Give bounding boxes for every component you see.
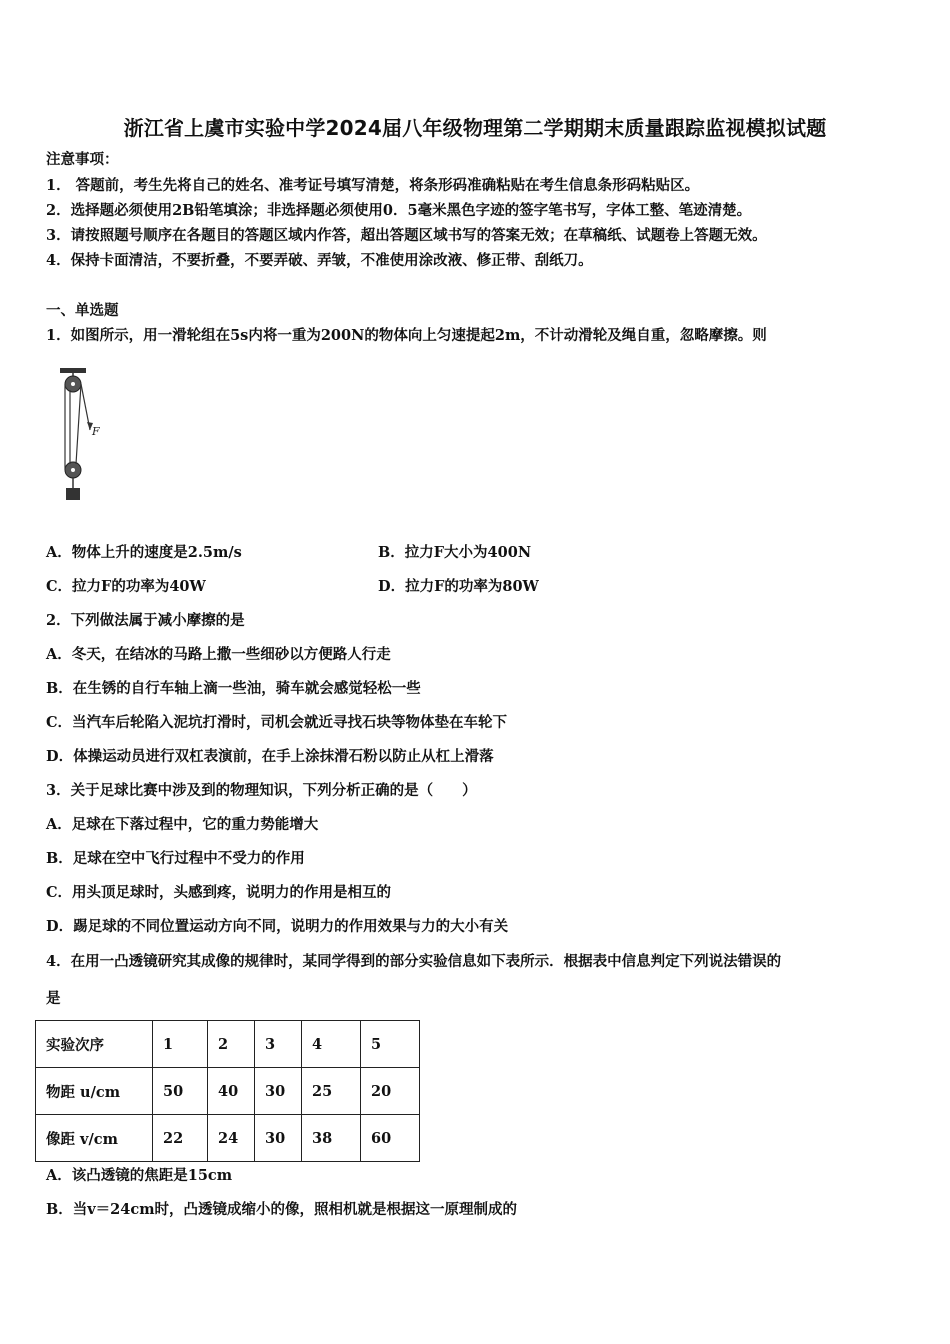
- movable-pulley-axle: [71, 468, 75, 472]
- table-cell: 2: [208, 1021, 255, 1068]
- q1-option-a: A．物体上升的速度是2.5m/s: [46, 544, 242, 561]
- q1-stem: 1．如图所示，用一滑轮组在5s内将一重为200N的物体向上匀速提起2m，不计动滑轮及绳自重，忽略摩擦。则: [46, 327, 767, 344]
- q3-option-a: A．足球在下落过程中，它的重力势能增大: [46, 816, 319, 833]
- q4-option-a: A．该凸透镜的焦距是15cm: [46, 1167, 233, 1184]
- table-row: [36, 1115, 420, 1162]
- notice-item-2: 2．选择题必须使用2B铅笔填涂；非选择题必须使用0．5毫米黑色字迹的签字笔书写，字体工整、笔迹清楚。: [46, 202, 752, 219]
- table-cell: 22: [153, 1115, 208, 1162]
- table-cell: 像距 v/cm: [36, 1115, 153, 1162]
- table-cell: 4: [302, 1021, 361, 1068]
- table-cell: 1: [153, 1021, 208, 1068]
- table-cell: 60: [361, 1115, 420, 1162]
- q2-option-a: A．冬天，在结冰的马路上撒一些细砂以方便路人行走: [46, 646, 391, 663]
- table-cell: 40: [208, 1068, 255, 1115]
- section-heading: 一、单选题: [46, 302, 119, 319]
- rope-inner: [76, 384, 81, 464]
- q4-stem-line2: 是: [46, 990, 61, 1007]
- table-cell: 3: [255, 1021, 302, 1068]
- table-row: [36, 1068, 420, 1115]
- q2-option-c: C．当汽车后轮陷入泥坑打滑时，司机会就近寻找石块等物体垫在车轮下: [46, 714, 508, 731]
- q2-stem: 2．下列做法属于减小摩擦的是: [46, 612, 245, 629]
- weight-block: [66, 488, 80, 500]
- table-cell: 5: [361, 1021, 420, 1068]
- table-cell: 实验次序: [36, 1021, 153, 1068]
- q1-option-b: B．拉力F大小为400N: [378, 544, 532, 561]
- table-cell: 20: [361, 1068, 420, 1115]
- q1-option-c: C．拉力F的功率为40W: [46, 578, 206, 595]
- q4-option-b: B．当v＝24cm时，凸透镜成缩小的像，照相机就是根据这一原理制成的: [46, 1201, 518, 1218]
- notice-item-3: 3．请按照题号顺序在各题目的答题区域内作答，超出答题区域书写的答案无效；在草稿纸、试题卷上答题无效。: [46, 227, 767, 244]
- q1-option-d: D．拉力F的功率为80W: [378, 578, 539, 595]
- table-cell: 50: [153, 1068, 208, 1115]
- lens-data-table: [35, 1020, 420, 1162]
- table-cell: 30: [255, 1068, 302, 1115]
- table-cell: 38: [302, 1115, 361, 1162]
- notice-item-1: 1． 答题前，考生先将自己的姓名、准考证号填写清楚，将条形码准确粘贴在考生信息条形码粘贴区。: [46, 177, 700, 194]
- table-cell: 物距 u/cm: [36, 1068, 153, 1115]
- q2-option-d: D．体操运动员进行双杠表演前，在手上涂抹滑石粉以防止从杠上滑落: [46, 748, 494, 765]
- table-cell: 25: [302, 1068, 361, 1115]
- pulley-figure: [50, 368, 110, 508]
- q2-option-b: B．在生锈的自行车轴上滴一些油，骑车就会感觉轻松一些: [46, 680, 421, 697]
- q4-stem-line1: 4．在用一凸透镜研究其成像的规律时，某同学得到的部分实验信息如下表所示．根据表中信息判定下列说法错误的: [46, 953, 782, 970]
- fixed-pulley-axle: [71, 382, 75, 386]
- force-label: F: [92, 425, 100, 438]
- notice-heading: 注意事项：: [46, 151, 119, 168]
- ceiling-bar: [60, 368, 86, 373]
- table-cell: 30: [255, 1115, 302, 1162]
- table-row: [36, 1021, 420, 1068]
- page-title: 浙江省上虞市实验中学2024届八年级物理第二学期期末质量跟踪监视模拟试题: [123, 116, 827, 140]
- q3-option-d: D．踢足球的不同位置运动方向不同，说明力的作用效果与力的大小有关: [46, 918, 509, 935]
- table-cell: 24: [208, 1115, 255, 1162]
- q3-stem: 3．关于足球比赛中涉及到的物理知识，下列分析正确的是（ ）: [46, 782, 477, 799]
- q3-option-c: C．用头顶足球时，头感到疼，说明力的作用是相互的: [46, 884, 392, 901]
- notice-item-4: 4．保持卡面清洁，不要折叠，不要弄破、弄皱，不准使用涂改液、修正带、刮纸刀。: [46, 252, 593, 269]
- q3-option-b: B．足球在空中飞行过程中不受力的作用: [46, 850, 305, 867]
